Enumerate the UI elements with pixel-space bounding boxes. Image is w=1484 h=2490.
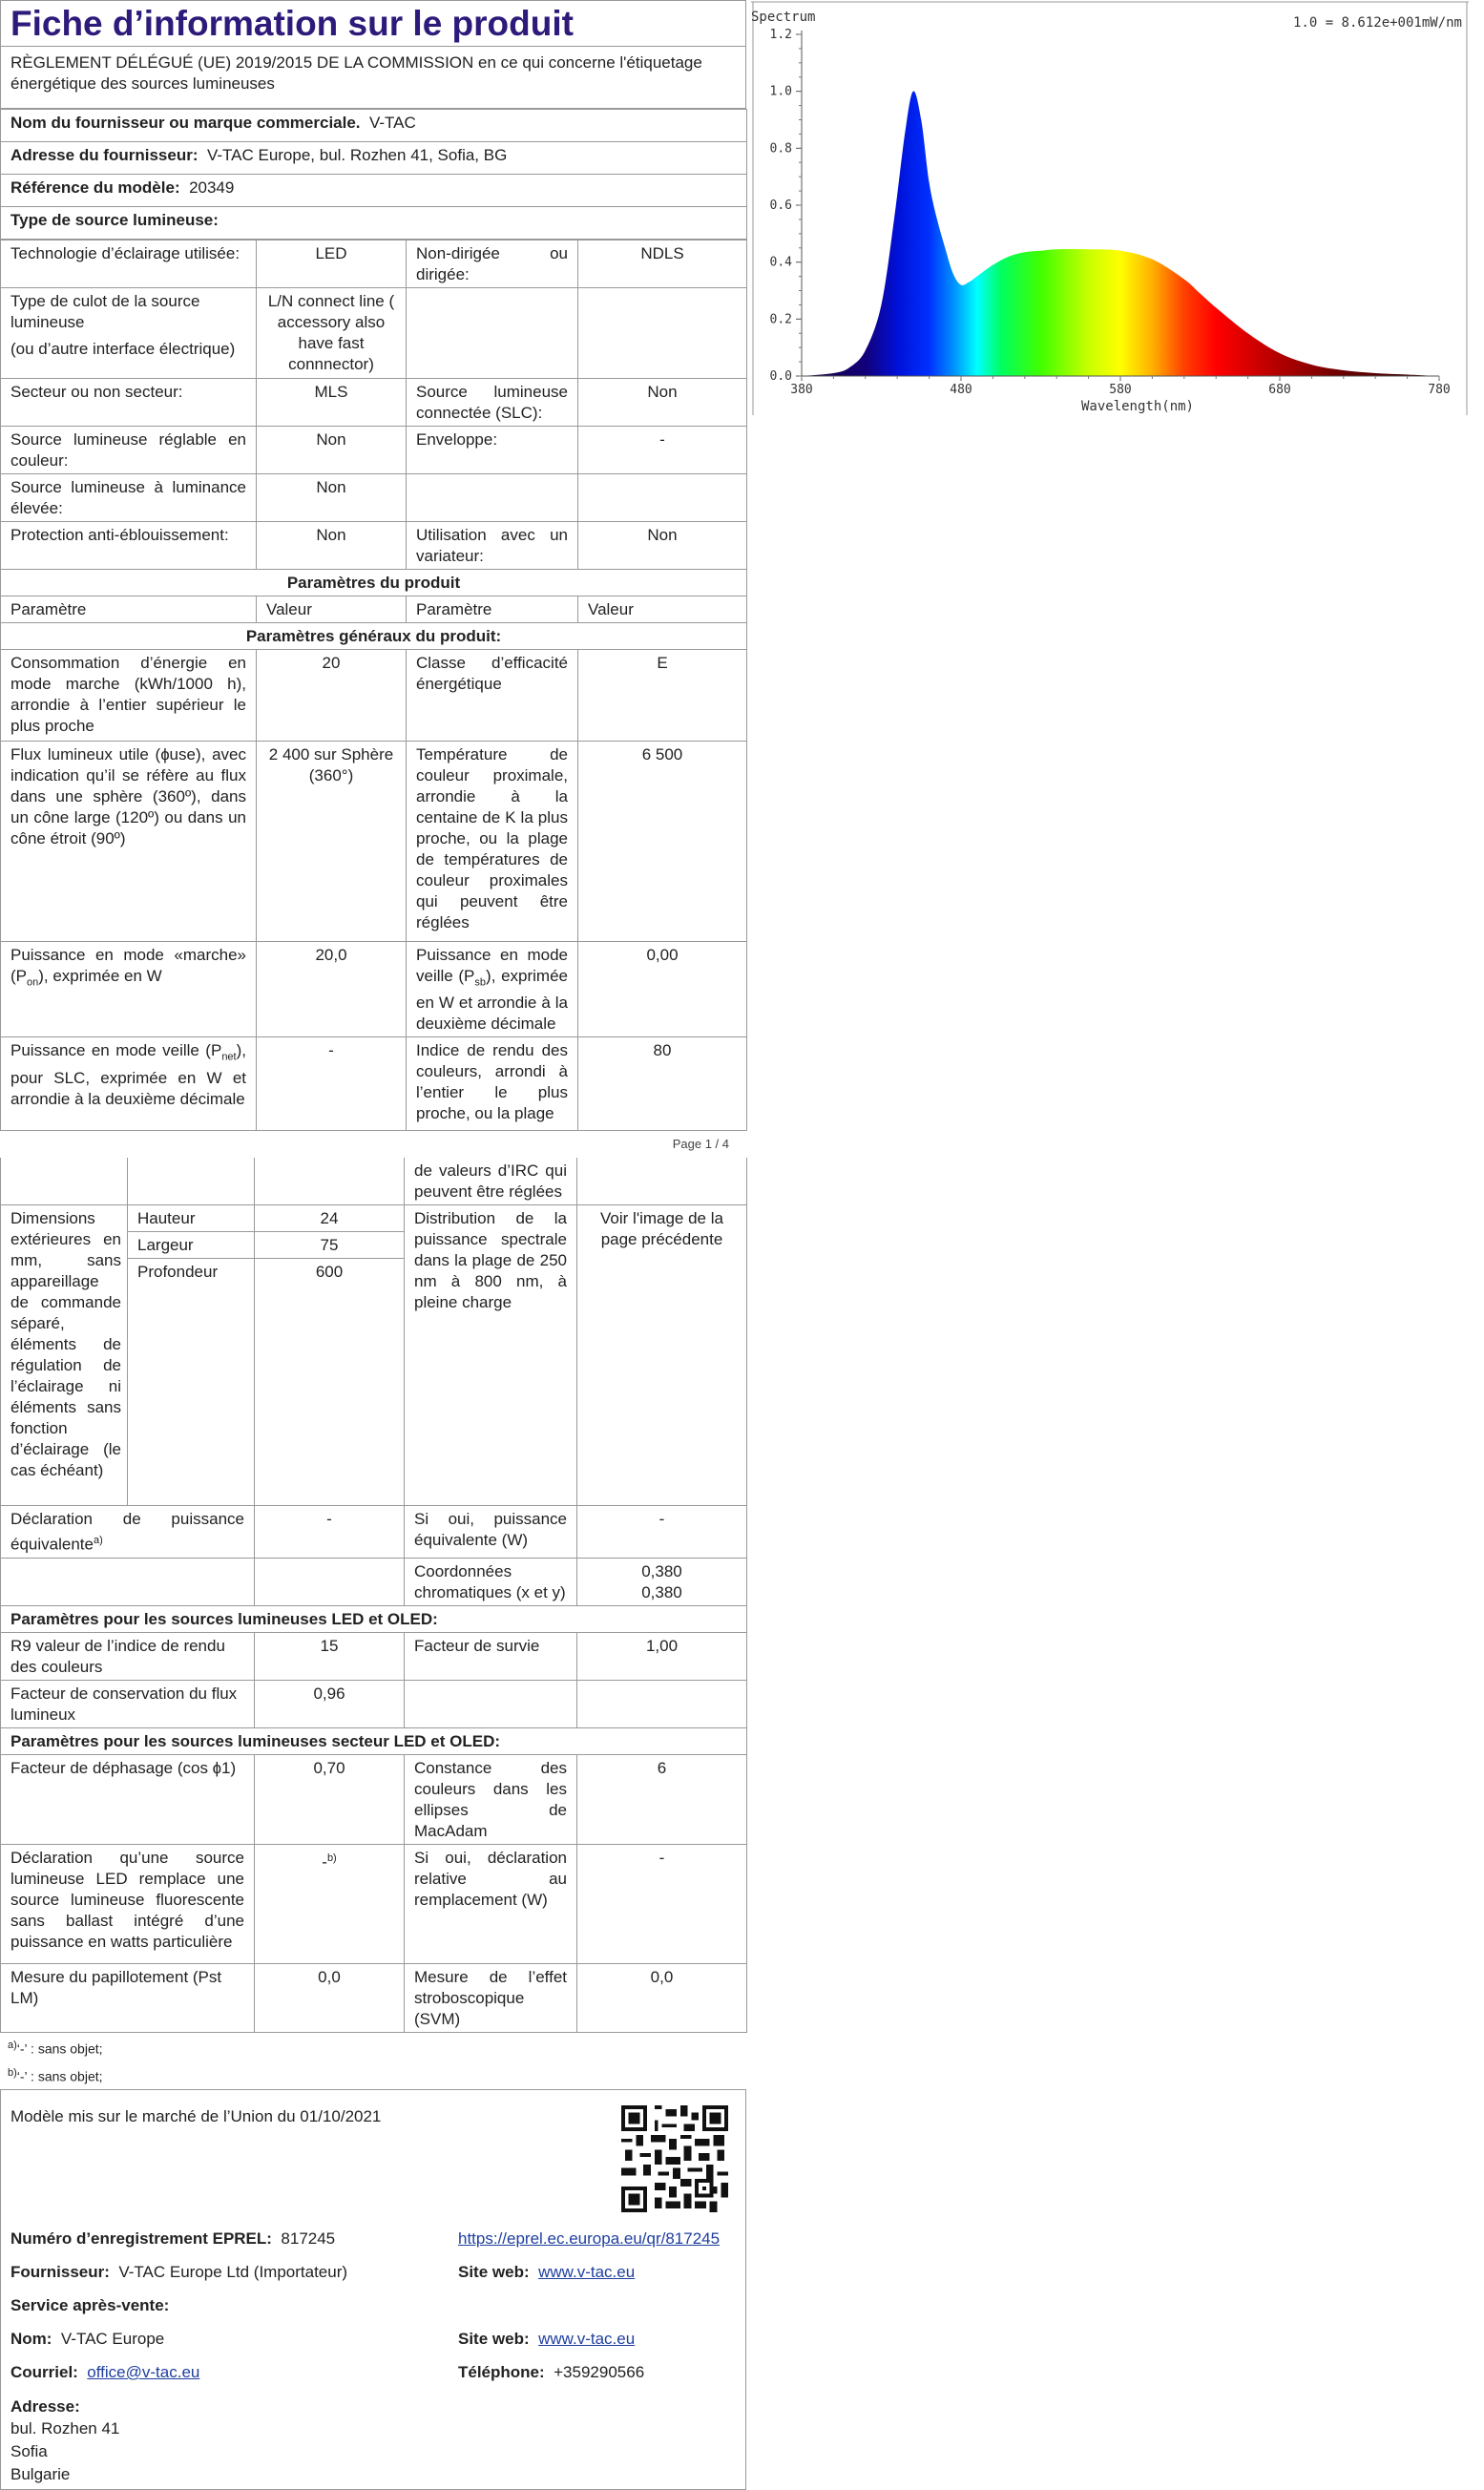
- param-value: E: [578, 650, 747, 742]
- param-label: Puissance en mode veille $(P_{net})$, pour SLC, exprimée en W et arrondie à la deuxième décimale: [1, 1037, 257, 1131]
- spd-value: Voir l'image de la page précédente: [577, 1205, 747, 1506]
- col-header: Paramètre: [407, 596, 578, 623]
- param-value: 0,0: [577, 1963, 747, 2032]
- param-label: R9 valeur de l’indice de rendu des couleurs: [1, 1632, 255, 1680]
- empty-cell: [1, 1558, 255, 1605]
- address-line: bul. Rozhen 41: [10, 2418, 120, 2438]
- source-type-table: [0, 240, 747, 1131]
- service-header: Service après-vente:: [10, 2295, 170, 2314]
- dim-value: 600: [255, 1259, 405, 1506]
- website-line: Site web: www.v-tac.eu: [458, 2262, 636, 2281]
- x-tick-label: 580: [1109, 383, 1132, 397]
- param-label: Consommation d’énergie en mode marche (kWh/1000 h), arrondie à l’entier supérieur le plus proche: [1, 650, 257, 742]
- y-tick-label: 1.2: [769, 28, 792, 42]
- address-line: Sofia: [10, 2441, 48, 2460]
- param-label: Si oui, puissance équivalente (W): [405, 1506, 577, 1559]
- page-two: [0, 1158, 746, 2490]
- dim-label: Profondeur: [128, 1259, 255, 1506]
- param-label: Source lumineuse connectée (SLC):: [407, 379, 578, 427]
- param-value: 0,380 0,380: [577, 1558, 747, 1605]
- param-label: Classe d’efficacité énergétique: [407, 650, 578, 742]
- dimensions-label: Dimensions extérieures en mm, sans appareillage de commande séparé, éléments de régulation de l’éclairage ni éléments sans fonction d’éclairage (le cas échéant): [1, 1205, 128, 1506]
- y-tick-label: 0.6: [769, 199, 792, 213]
- y-tick-label: 0.0: [769, 369, 792, 384]
- service-website-line: Site web: www.v-tac.eu: [458, 2329, 636, 2348]
- x-axis-label: Wavelength(nm): [1080, 399, 1195, 414]
- empty-cell: [128, 1158, 255, 1205]
- param-label: Type de culot de la source lumineuse (ou d’autre interface électrique): [1, 288, 257, 379]
- param-value: NDLS: [578, 241, 747, 288]
- param-label: Secteur ou non secteur:: [1, 379, 257, 427]
- supplier-line: Fournisseur: V-TAC Europe Ltd (Importateur): [10, 2262, 348, 2281]
- param-label: Facteur de déphasage (cos ɸ1): [1, 1754, 255, 1844]
- x-tick-label: 480: [950, 383, 972, 397]
- x-tick-label: 380: [790, 383, 813, 397]
- led-params-header: Paramètres pour les sources lumineuses LED et OLED:: [1, 1605, 747, 1632]
- empty-cell: [577, 1158, 747, 1205]
- address-label: Adresse:: [10, 2396, 80, 2416]
- param-value: -: [255, 1506, 405, 1559]
- website-link[interactable]: www.v-tac.eu: [538, 2262, 636, 2281]
- param-label: de valeurs d’IRC qui peuvent être réglées: [405, 1158, 577, 1205]
- mains-params-header: Paramètres pour les sources lumineuses secteur LED et OLED:: [1, 1727, 747, 1754]
- service-name-line: Nom: V-TAC Europe: [10, 2329, 165, 2348]
- product-info-sheet: [0, 0, 746, 1131]
- footnote: $^{a)}$‘-’ : sans objet;: [8, 2039, 103, 2057]
- param-value: Non: [578, 522, 747, 570]
- param-label: Utilisation avec un variateur:: [407, 522, 578, 570]
- param-label: Facteur de conservation du flux lumineux: [1, 1680, 255, 1727]
- param-value: 0,70: [255, 1754, 405, 1844]
- param-label: Indice de rendu des couleurs, arrondi à l’entier le plus proche, ou la plage: [407, 1037, 578, 1131]
- col-header: Paramètre: [1, 596, 257, 623]
- param-label: [407, 288, 578, 379]
- param-value: L/N connect line ( accessory also have fast connnector): [257, 288, 407, 379]
- param-value: [577, 1680, 747, 1727]
- y-tick-label: 1.0: [769, 84, 792, 99]
- supplier-name-row: Nom du fournisseur ou marque commerciale. V-TAC: [1, 110, 747, 142]
- param-value: [578, 474, 747, 522]
- param-label: Source lumineuse à luminance élevée:: [1, 474, 257, 522]
- eprel-info-box: [0, 2089, 746, 2490]
- param-value: 2 400 sur Sphère (360°): [257, 742, 407, 942]
- param-label: Température de couleur proximale, arrondie à la centaine de K la plus proche, ou la plage de températures de couleur proximales qui peuvent être réglées: [407, 742, 578, 942]
- empty-cell: [255, 1158, 405, 1205]
- param-value: Non: [578, 379, 747, 427]
- param-value: 0,00: [578, 942, 747, 1037]
- param-value: -: [578, 427, 747, 474]
- supplier-address-row: Adresse du fournisseur: V-TAC Europe, bul. Rozhen 41, Sofia, BG: [1, 142, 747, 175]
- plot-area: [770, 28, 1451, 397]
- param-value: -: [577, 1844, 747, 1963]
- param-label: Enveloppe:: [407, 427, 578, 474]
- x-tick-label: 680: [1268, 383, 1291, 397]
- param-value: LED: [257, 241, 407, 288]
- phone-line: Téléphone: +359290566: [458, 2362, 645, 2381]
- spd-label: Distribution de la puissance spectrale dans la plage de 250 nm à 800 nm, à pleine charge: [405, 1205, 577, 1506]
- param-value: 20: [257, 650, 407, 742]
- param-label: Mesure de l’effet stroboscopique (SVM): [405, 1963, 577, 2032]
- param-value: -: [577, 1506, 747, 1559]
- dim-label: Largeur: [128, 1232, 255, 1259]
- col-header: Valeur: [257, 596, 407, 623]
- param-value: [578, 288, 747, 379]
- param-value: Non: [257, 427, 407, 474]
- market-date: Modèle mis sur le marché de l’Union du 01/10/2021: [10, 2106, 382, 2125]
- qr-code-icon: [621, 2105, 728, 2212]
- header-table: [0, 109, 747, 240]
- param-label: Flux lumineux utile (ɸuse), avec indication qu’il se réfère au flux dans une sphère (360º), dans un cône large (120º) ou dans un cône étroit (90º): [1, 742, 257, 942]
- param-label: Déclaration qu’une source lumineuse LED remplace une source lumineuse fluorescente sans ballast intégré d’une puissance en watts particulière: [1, 1844, 255, 1963]
- param-value: 0,96: [255, 1680, 405, 1727]
- param-label: Puissance en mode «marche» $(P_{on})$, exprimée en W: [1, 942, 257, 1037]
- param-label: Non-dirigée ou dirigée:: [407, 241, 578, 288]
- address-line: Bulgarie: [10, 2464, 71, 2483]
- eprel-link-wrap: [458, 2229, 720, 2249]
- empty-cell: [255, 1558, 405, 1605]
- param-value: -$^{b)}$: [255, 1844, 405, 1963]
- empty-cell: [1, 1158, 128, 1205]
- param-value: -: [257, 1037, 407, 1131]
- param-label: Mesure du papillotement (Pst LM): [1, 1963, 255, 2032]
- param-value: 20,0: [257, 942, 407, 1037]
- email-link[interactable]: office@v-tac.eu: [87, 2362, 200, 2381]
- chart-annotation: 1.0 = 8.612e+001mW/nm: [1292, 15, 1462, 31]
- dim-label: Hauteur: [128, 1205, 255, 1232]
- page-number: Page 1 / 4: [672, 1137, 729, 1151]
- param-value: 0,0: [255, 1963, 405, 2032]
- param-value: 6: [577, 1754, 747, 1844]
- eprel-number: Numéro d’enregistrement EPREL: 817245: [10, 2228, 336, 2248]
- param-value: 80: [578, 1037, 747, 1131]
- x-tick-label: 780: [1428, 383, 1451, 397]
- col-header: Valeur: [578, 596, 747, 623]
- y-tick-label: 0.8: [769, 141, 792, 157]
- dimensions-table: [0, 1158, 747, 2033]
- chart-title: Spectrum: [751, 10, 816, 25]
- param-label: Puissance en mode veille $(P_{sb})$, exprimée en W et arrondie à la deuxième décimale: [407, 942, 578, 1037]
- dim-value: 75: [255, 1232, 405, 1259]
- email-line: Courriel: office@v-tac.eu: [10, 2362, 200, 2381]
- param-value: Non: [257, 474, 407, 522]
- param-label: Facteur de survie: [405, 1632, 577, 1680]
- page-title: Fiche d’information sur le produit: [0, 0, 746, 46]
- dim-value: 24: [255, 1205, 405, 1232]
- general-params-header: Paramètres généraux du produit:: [1, 623, 747, 650]
- source-type-header: Type de source lumineuse:: [1, 207, 747, 240]
- param-label: Protection anti-éblouissement:: [1, 522, 257, 570]
- spectrum-area: [802, 91, 1439, 376]
- param-label: [405, 1680, 577, 1727]
- param-value: 6 500: [578, 742, 747, 942]
- param-label: [407, 474, 578, 522]
- spectrum-chart: [751, 0, 1469, 415]
- y-tick-label: 0.4: [769, 255, 792, 270]
- param-value: 1,00: [577, 1632, 747, 1680]
- param-value: Non: [257, 522, 407, 570]
- eprel-link[interactable]: https://eprel.ec.europa.eu/qr/817245: [458, 2228, 721, 2248]
- param-label: Constance des couleurs dans les ellipses de MacAdam: [405, 1754, 577, 1844]
- service-website-link[interactable]: www.v-tac.eu: [538, 2329, 636, 2348]
- footnote: $^{b)}$‘-’ : sans objet;: [8, 2067, 103, 2084]
- param-value: 15: [255, 1632, 405, 1680]
- param-value: MLS: [257, 379, 407, 427]
- regulation-text: RÈGLEMENT DÉLÉGUÉ (UE) 2019/2015 DE LA COMMISSION en ce qui concerne l'étiquetage énergétique des sources lumineuses: [0, 46, 746, 109]
- y-tick-label: 0.2: [769, 312, 792, 327]
- model-ref-row: Référence du modèle: 20349: [1, 175, 747, 207]
- param-label: Déclaration de puissance équivalente$^{a)}$: [1, 1506, 255, 1559]
- param-label: Source lumineuse réglable en couleur:: [1, 427, 257, 474]
- param-label: Si oui, déclaration relative au remplacement (W): [405, 1844, 577, 1963]
- param-label: Technologie d’éclairage utilisée:: [1, 241, 257, 288]
- param-label: Coordonnées chromatiques (x et y): [405, 1558, 577, 1605]
- product-params-header: Paramètres du produit: [1, 570, 747, 596]
